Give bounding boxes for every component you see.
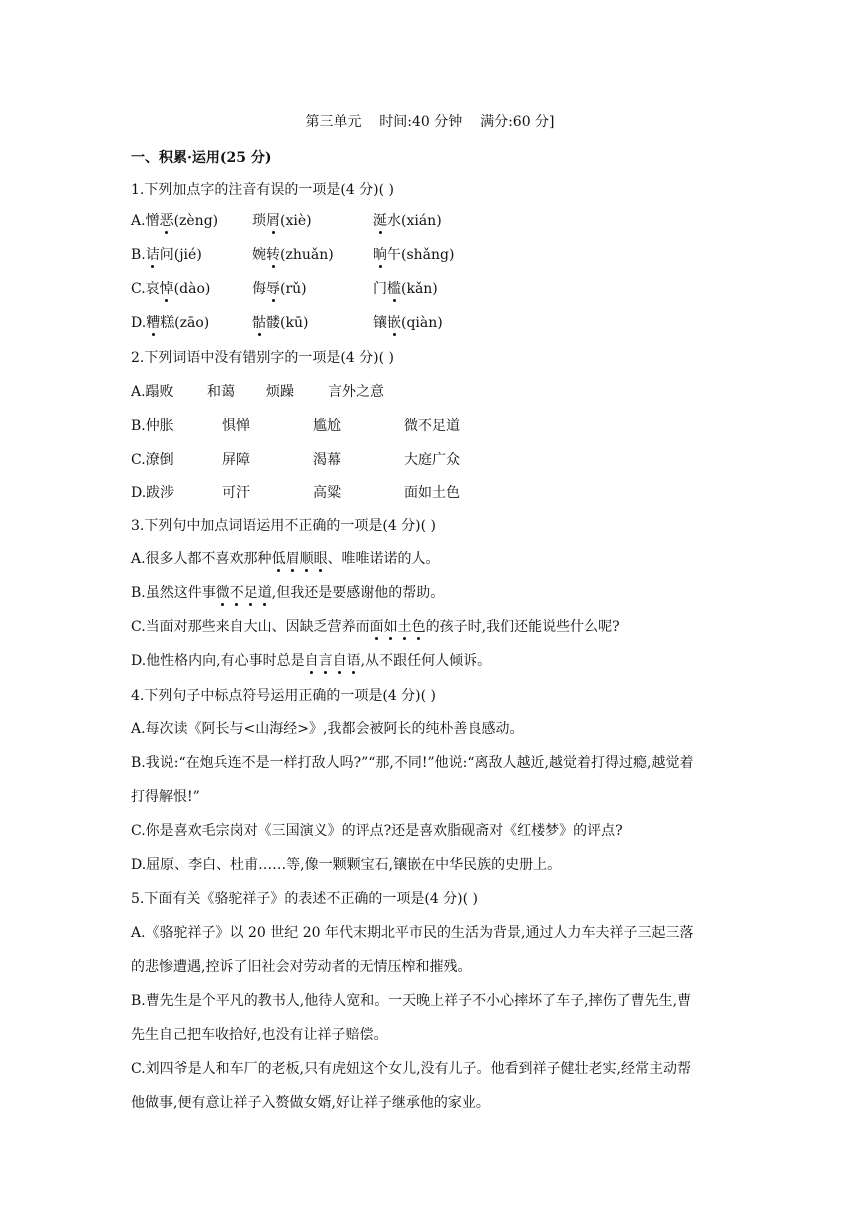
q1-option-c-3: 门槛(kǎn) [373, 281, 438, 297]
q1-option-a-1: A.憎恶(zèng) [131, 213, 219, 229]
q3-option-d: D.他性格内向,有心事时总是自言自语,从不跟任何人倾诉。 [131, 653, 492, 669]
q1-option-b-2: 婉转(zhuǎn) [252, 247, 334, 263]
q2-option-c-word-1: C.潦倒 [131, 452, 174, 468]
dotted-phrase: 低眉顺眼 [271, 551, 328, 567]
q4-option-b-line-1: B.我说:“在炮兵连不是一样打敌人吗?”“那,不同!”他说:“离敌人越近,越觉着打得过瘾,越觉着 [131, 755, 694, 771]
q1-option-d-2: 骷髅(kū) [252, 315, 309, 331]
q4-option-d: D.屈原、李白、杜甫……等,像一颗颗宝石,镶嵌在中华民族的史册上。 [131, 857, 562, 873]
q2-option-d-word-3: 高粱 [313, 485, 341, 501]
q2-option-a-word-1: A.蹋败 [131, 384, 174, 400]
section-heading: 一、积累·运用(25 分) [131, 150, 272, 166]
question-3-stem: 3.下列句中加点词语运用不正确的一项是(4 分)( ) [131, 518, 437, 534]
q3-option-b: B.虽然这件事微不足道,但我还是要感谢他的帮助。 [131, 585, 445, 601]
q2-option-d-word-1: D.跋涉 [131, 485, 175, 501]
q2-option-d-word-4: 面如土色 [404, 485, 460, 501]
q3-option-c: C.当面对那些来自大山、因缺乏营养而面如土色的孩子时,我们还能说些什么呢? [131, 619, 620, 635]
q4-option-b-line-2: 打得解恨!” [131, 789, 200, 805]
question-1-stem: 1.下列加点字的注音有误的一项是(4 分)( ) [131, 182, 395, 198]
q5-option-b-line-2: 先生自己把车收拾好,也没有让祥子赔偿。 [131, 1027, 388, 1043]
q1-option-b-1: B.诘问(jié) [131, 247, 202, 263]
q1-option-d-3: 镶嵌(qiàn) [373, 315, 443, 331]
dotted-phrase: 面如土色 [369, 619, 426, 635]
q5-option-c-line-2: 他做事,便有意让祥子入赘做女婿,好让祥子继承他的家业。 [131, 1095, 490, 1111]
q5-option-c-line-1: C.刘四爷是人和车厂的老板,只有虎妞这个女儿,没有儿子。他看到祥子健壮老实,经常主动帮 [131, 1061, 692, 1077]
q1-option-b-3: 晌午(shǎng) [373, 247, 455, 263]
q2-option-c-word-4: 大庭广众 [404, 452, 460, 468]
q1-option-a-3: 涎水(xián) [373, 213, 442, 229]
q2-option-b-word-2: 惧惮 [222, 418, 250, 434]
question-2-stem: 2.下列词语中没有错别字的一项是(4 分)( ) [131, 350, 395, 366]
q2-option-c-word-2: 屏障 [222, 452, 250, 468]
dotted-phrase: 微不足道 [215, 585, 272, 601]
q2-option-a-word-4: 言外之意 [328, 384, 384, 400]
q2-option-c-word-3: 渴幕 [313, 452, 341, 468]
q5-option-a-line-1: A.《骆驼祥子》以 20 世纪 20 年代末期北平市民的生活为背景,通过人力车夫祥子三起三落 [131, 925, 694, 941]
q2-option-b-word-4: 微不足道 [404, 418, 460, 434]
q4-option-a: A.每次读《阿长与<山海经>》,我都会被阿长的纯朴善良感动。 [131, 721, 524, 737]
dotted-phrase: 自言自语 [304, 653, 361, 669]
q5-option-b-line-1: B.曹先生是个平凡的教书人,他待人宽和。一天晚上祥子不小心摔坏了车子,摔伤了曹先生,曹 [131, 993, 692, 1009]
q2-option-b-word-1: B.仲胀 [131, 418, 174, 434]
q4-option-c: C.你是喜欢毛宗岗对《三国演义》的评点?还是喜欢脂砚斋对《红楼梦》的评点? [131, 823, 623, 839]
q1-option-a-2: 琐屑(xiè) [252, 213, 312, 229]
question-5-stem: 5.下面有关《骆驼祥子》的表述不正确的一项是(4 分)( ) [131, 891, 479, 907]
q1-option-d-1: D.糟糕(zāo) [131, 315, 210, 331]
question-4-stem: 4.下列句子中标点符号运用正确的一项是(4 分)( ) [131, 688, 437, 704]
q2-option-d-word-2: 可汗 [222, 485, 250, 501]
q2-option-a-word-3: 烦躁 [266, 384, 294, 400]
q1-option-c-2: 侮辱(rǔ) [252, 281, 307, 297]
q2-option-b-word-3: 尴尬 [313, 418, 341, 434]
unit-header: 第三单元 时间:40 分钟 满分:60 分] [305, 114, 555, 130]
q3-option-a: A.很多人都不喜欢那种低眉顺眼、唯唯诺诺的人。 [131, 551, 440, 567]
q5-option-a-line-2: 的悲惨遭遇,控诉了旧社会对劳动者的无情压榨和摧残。 [131, 959, 472, 975]
q1-option-c-1: C.哀悼(dào) [131, 281, 211, 297]
q2-option-a-word-2: 和蔼 [207, 384, 235, 400]
